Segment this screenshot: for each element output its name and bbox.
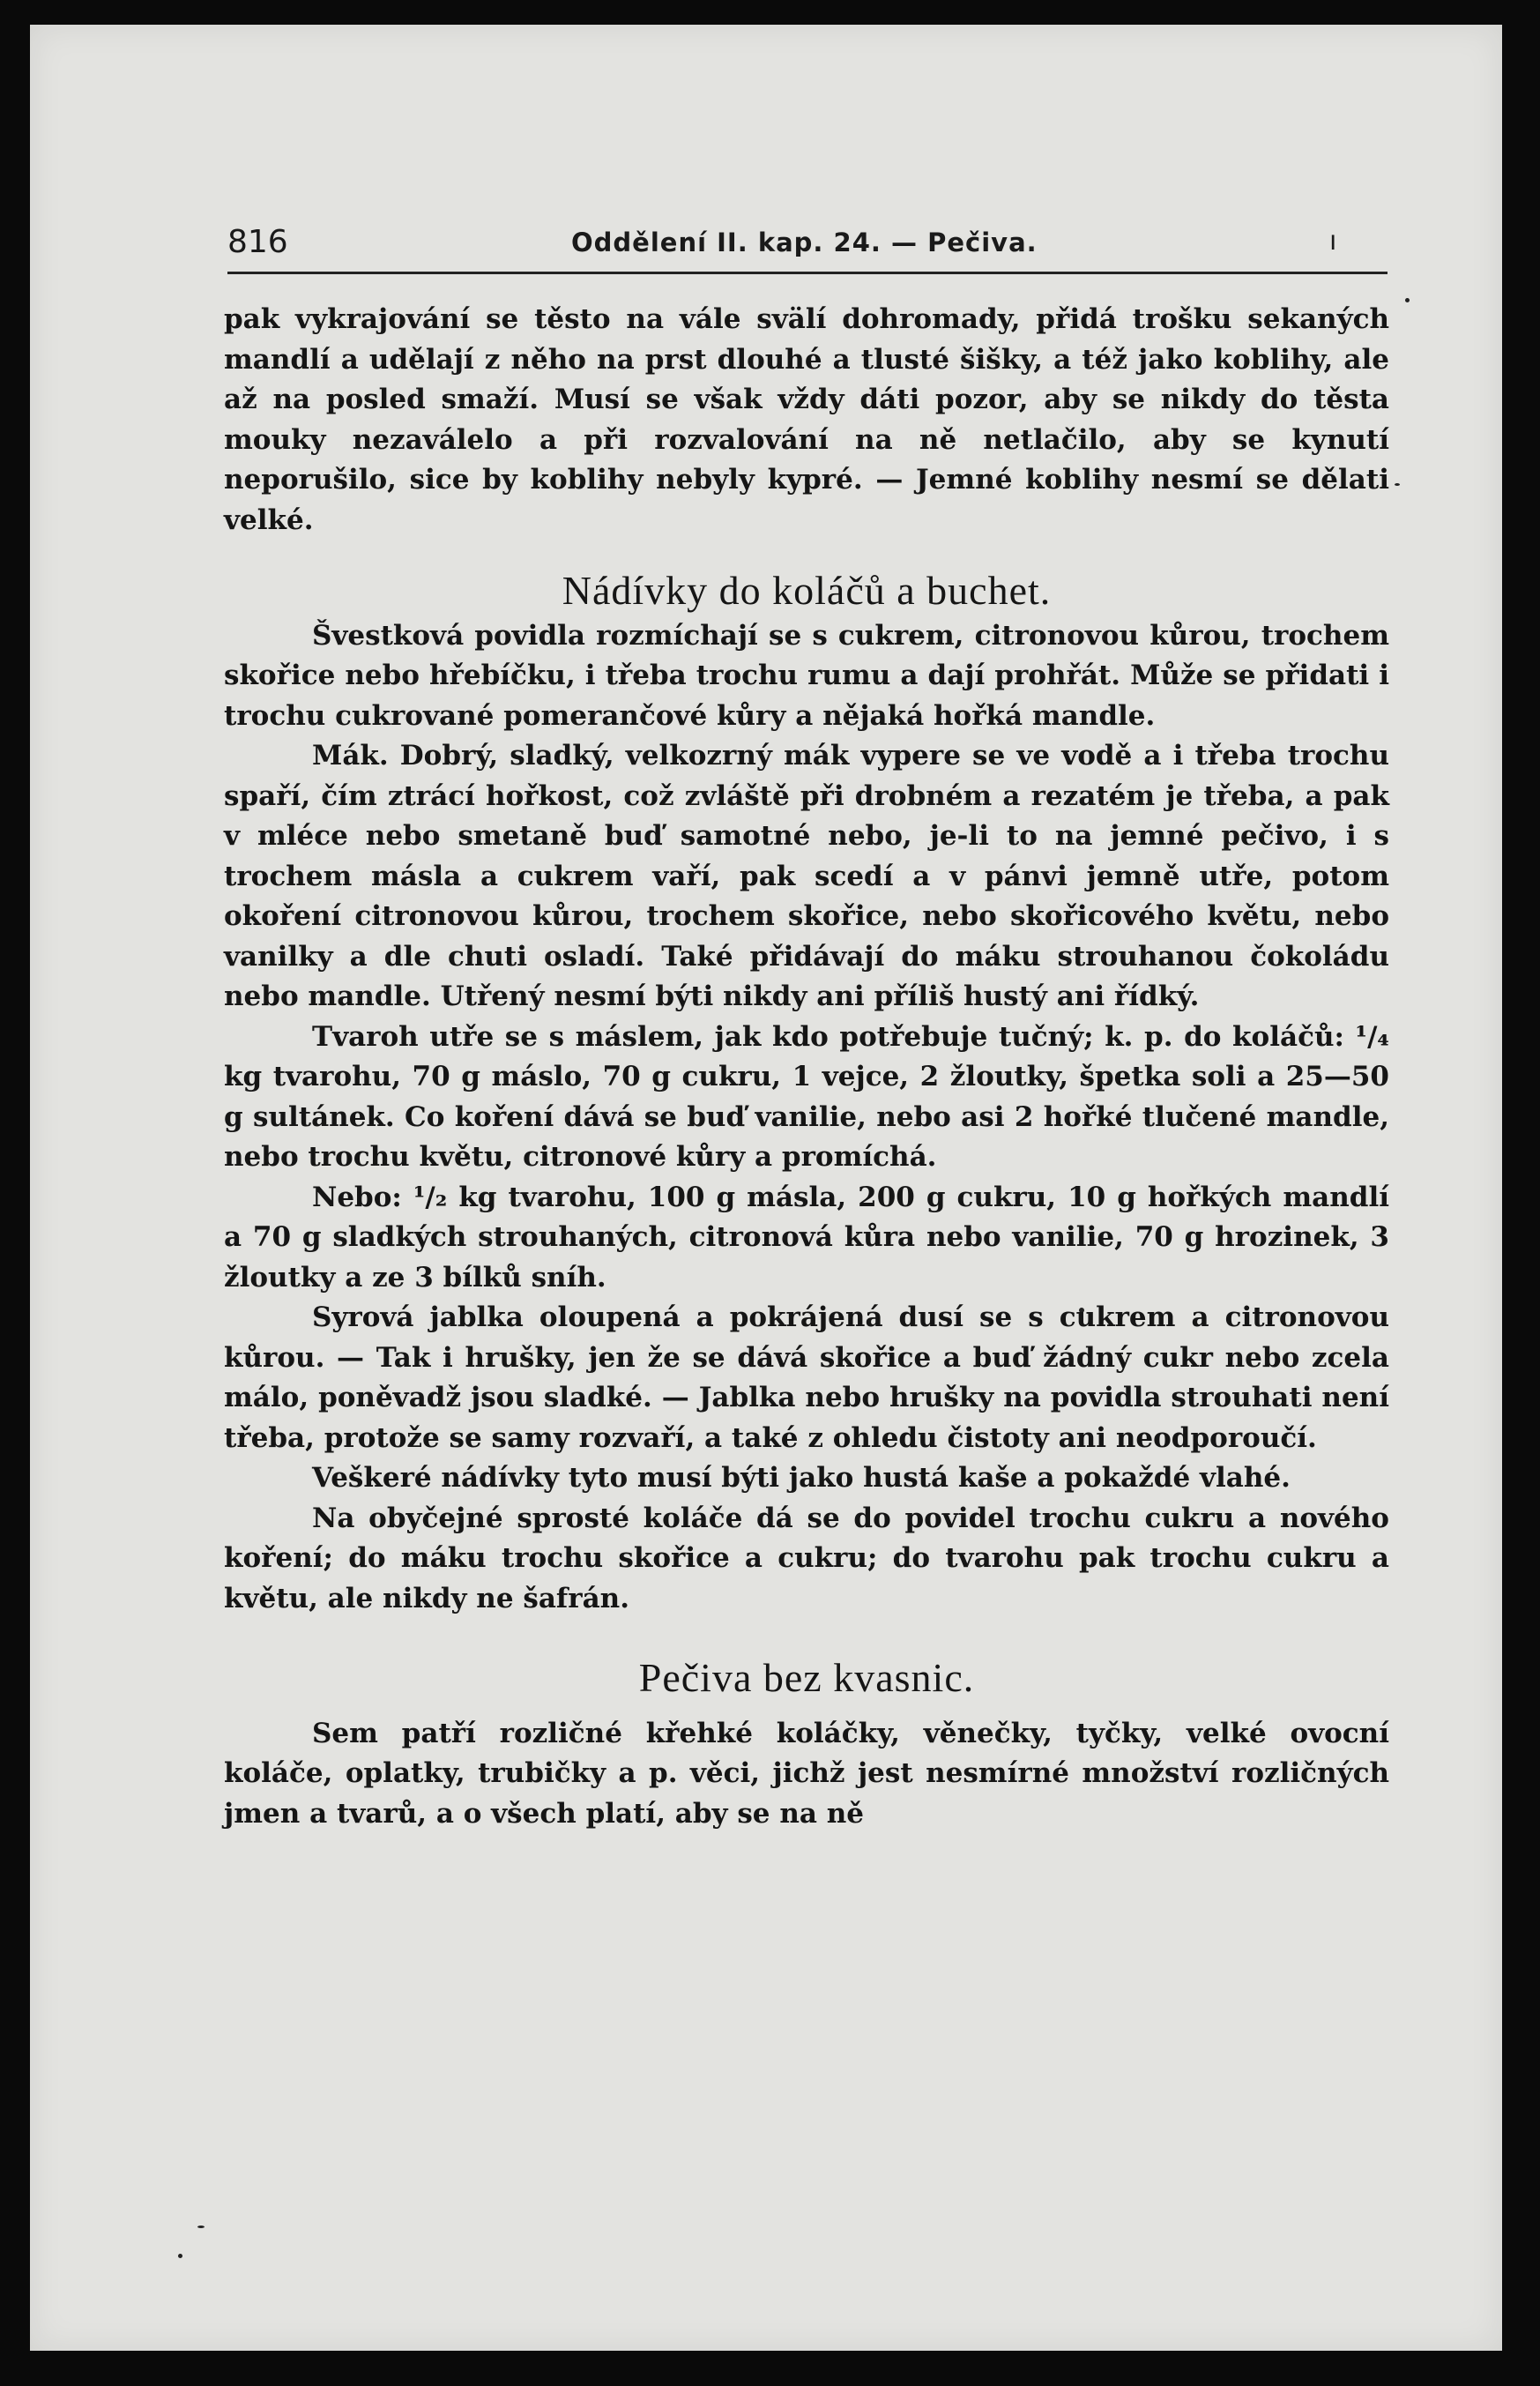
paragraph-obycejne: Na obyčejné sprosté koláče dá se do povidel trochu cukru a nového koření; do máku trochu skořice a cukru; do tvarohu pak trochu cukru a květu, ale nikdy ne šafrán. xyxy=(224,1502,1389,1614)
nebo-lead: Nebo: xyxy=(312,1181,402,1213)
paragraph-syrova-jablka xyxy=(224,1298,1389,1458)
nebo-text: ¹/₂ kg tvarohu, 100 g másla, 200 g cukru, 10 g hořkých mandlí a 70 g sladkých strouhaných, citronová kůra nebo vanilie, 70 g hrozinek, 3 žloutky a ze 3 bílků sníh. xyxy=(224,1181,1389,1294)
section-heading-fillings: Nádívky do koláčů a buchet. xyxy=(562,568,1052,613)
paragraph-mak xyxy=(224,736,1389,1018)
paragraph-tvaroh xyxy=(224,1018,1389,1178)
syrova-lead: Syrová jablka xyxy=(312,1301,524,1333)
paragraph-veskere: Veškeré nádívky tyto musí býti jako hustá kaše a pokaždé vlahé. xyxy=(312,1462,1291,1494)
page-number: 816 xyxy=(227,224,288,260)
mak-lead: Mák. xyxy=(312,740,389,772)
paragraph-svestkova: Švestková povidla rozmíchají se s cukrem, citronovou kůrou, trochem skořice nebo hřebíčku, i třeba trochu rumu a dají prohřát. Může se přidati i trochu cukrované pomerančové kůry a nějaká hořká mandle. xyxy=(224,619,1389,732)
page-body xyxy=(224,300,1389,1834)
paragraph-nebo xyxy=(224,1178,1389,1299)
paragraph-intro: pak vykrajování se těsto na vále svälí dohromady, přidá trošku sekaných mandlí a udělají z něho na prst dlouhé a tlusté šišky, a též jako koblihy, ale až na posled smaží. Musí se však vždy dáti pozor, aby se nikdy do těsta mouky nezaválelo a při rozvalování na ně netlačilo, aby se kynutí neporušilo, sice by koblihy nebyly kypré. — Jemné koblihy nesmí se dělati velké. xyxy=(224,303,1389,536)
ink-speck xyxy=(178,2254,182,2258)
section-heading-no-yeast: Pečiva bez kvasnic. xyxy=(638,1655,975,1700)
tvaroh-lead: Tvaroh xyxy=(312,1020,419,1053)
paragraph-sem: Sem patří rozličné křehké koláčky, věnečky, tyčky, velké ovocní koláče, oplatky, trubičky a p. věci, jichž jest nesmírné množství rozličných jmen a tvarů, a o všech platí, aby se na ně xyxy=(224,1717,1389,1830)
header-mark: ı xyxy=(1329,226,1337,257)
syrova-text: oloupená a pokrájená dusí se s cukrem a citronovou kůrou. — Tak i hrušky, jen že se dává skořice a buď žádný cukr nebo zcela málo, poněvadž jsou sladké. — Jablka nebo hrušky na povidla strouhati není třeba, protože se samy rozvaří, a také z ohledu čistoty ani neodporoučí. xyxy=(224,1301,1389,1454)
tvaroh-text: utře se s máslem, jak kdo potřebuje tučný; k. p. do koláčů: ¹/₄ kg tvarohu, 70 g máslo, 70 g cukru, 1 vejce, 2 žloutky, špetka soli a 25—50 g sultánek. Co koření dává se buď vanilie, nebo asi 2 hořké tlučené mandle, nebo trochu květu, citronové kůry a promíchá. xyxy=(224,1020,1389,1173)
ink-speck xyxy=(197,2226,205,2228)
mak-text: Dobrý, sladký, velkozrný mák vypere se ve vodě a i třeba trochu spaří, čím ztrácí hořkost, což zvláště při drobném a rezatém je třeba, a pak v mléce nebo smetaně buď samotné nebo, je-li to na jemné pečivo, i s trochem másla a cukrem vaří, pak scedí a v pánvi jemně utře, potom okoření citronovou kůrou, trochem skořice, nebo skořicového květu, nebo vanilky a dle chuti osladí. Také přidávají do máku strouhanou čokoládu nebo mandle. Utřený nesmí býti nikdy ani příliš hustý ani řídký. xyxy=(224,740,1389,1012)
page-header xyxy=(227,219,1387,274)
running-head: Oddělení II. kap. 24. — Pečiva. xyxy=(571,227,1038,257)
ink-speck xyxy=(1405,298,1410,302)
ink-speck xyxy=(1395,483,1400,486)
